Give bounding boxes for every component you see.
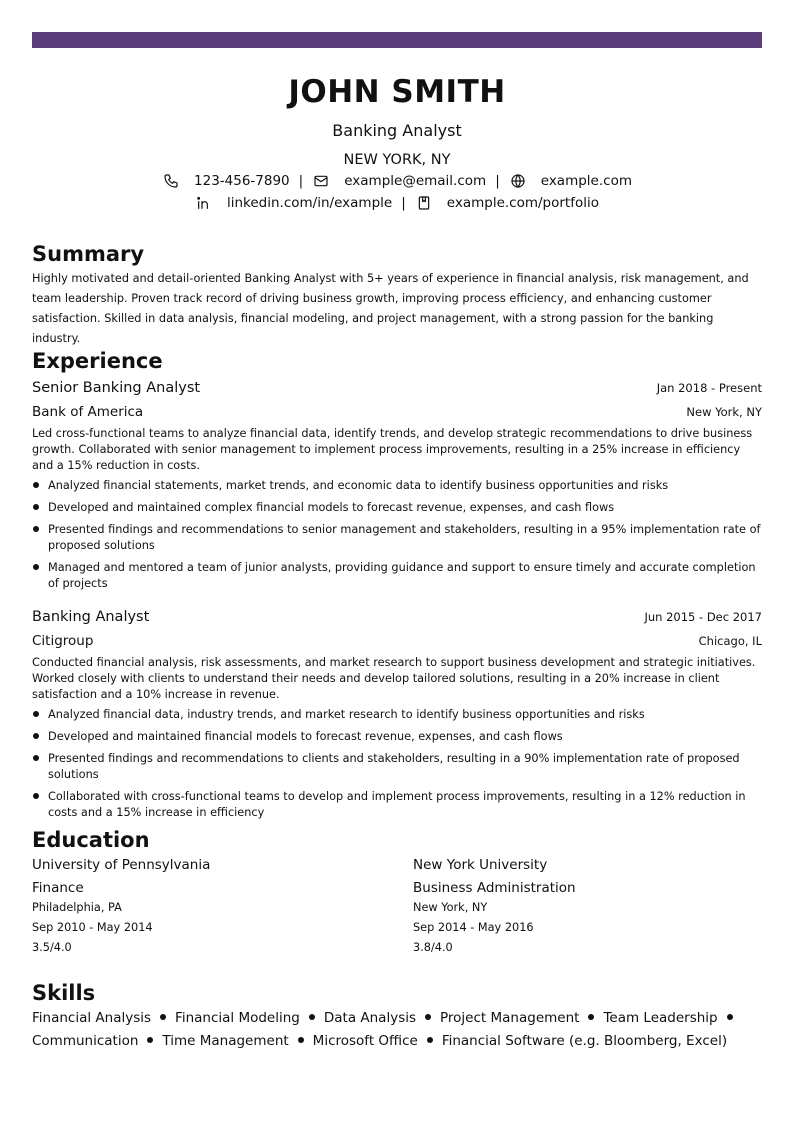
bookmark-icon [415, 194, 433, 212]
separator: | [298, 173, 304, 189]
school-gpa: 3.5/4.0 [32, 941, 72, 954]
degree-name: Finance [32, 880, 84, 896]
job-company: Bank of America [32, 404, 144, 420]
portfolio-link[interactable]: example.com/portfolio [446, 195, 599, 211]
bullet-dot [33, 711, 39, 717]
bullet-dot [33, 482, 39, 488]
separator: | [401, 195, 406, 211]
skill-item: Microsoft Office [312, 1033, 418, 1049]
bullet-text: Analyzed financial data, industry trends, and market research to identify business opportunities and risks [48, 708, 645, 721]
skill-item: Financial Analysis [32, 1010, 152, 1026]
summary-heading: Summary [32, 242, 145, 266]
skill-item: Communication [32, 1033, 139, 1049]
job-description: Led cross-functional teams to analyze financial data, identify trends, and develop strategic recommendations to drive business growth. Collaborated with senior management to implement process improvements, resulting in a 25% increase in efficiency and a 15% reduction in costs. [32, 427, 753, 472]
bullet-text: Developed and maintained complex financial models to forecast revenue, expenses, and cash flows [48, 501, 615, 514]
job-title: Banking Analyst [32, 609, 150, 625]
globe-icon [509, 172, 527, 190]
skill-separator [298, 1037, 304, 1043]
list-item [32, 707, 762, 723]
job-description: Conducted financial analysis, risk assessments, and market research to support business development and strategic initiatives. Worked closely with clients to understand their needs and develop tailored solutions, resulting in a 20% increase in client satisfaction and a 10% increase in revenue. [32, 656, 756, 701]
skills-list [32, 1007, 762, 1053]
skill-item: Project Management [440, 1010, 580, 1026]
skill-separator [309, 1014, 315, 1020]
school-location: New York, NY [413, 901, 488, 914]
bullet-text: Developed and maintained financial models to forecast revenue, expenses, and cash flows [48, 730, 563, 743]
job-location: Chicago, IL [698, 634, 762, 648]
bullet-text: Collaborated with cross-functional teams to develop and implement process improvements, resulting in a 12% reduction in costs and a 15% increase in efficiency [48, 790, 746, 819]
skill-separator [160, 1014, 166, 1020]
bullet-dot [33, 564, 39, 570]
website-link[interactable]: example.com [540, 173, 632, 189]
bullet-text: Managed and mentored a team of junior analysts, providing guidance and support to ensure timely and accurate completion of projects [48, 561, 756, 590]
linkedin-link[interactable]: linkedin.com/in/example [226, 195, 393, 211]
list-item [32, 522, 762, 554]
skill-item: Team Leadership [603, 1010, 718, 1026]
skill-separator [147, 1037, 153, 1043]
bullet-dot [33, 733, 39, 739]
school-dates: Sep 2010 - May 2014 [32, 921, 153, 934]
school-location: Philadelphia, PA [32, 901, 122, 914]
job-location: New York, NY [686, 405, 762, 419]
skill-separator [727, 1014, 733, 1020]
accent-bar [32, 32, 762, 48]
experience-heading: Experience [32, 349, 163, 373]
job-title-headline: Banking Analyst [332, 121, 462, 140]
school-gpa: 3.8/4.0 [413, 941, 453, 954]
bullet-dot [33, 755, 39, 761]
candidate-location: NEW YORK, NY [343, 152, 451, 168]
bullet-text: Presented findings and recommendations to senior management and stakeholders, resulting in a 95% implementation rate of proposed solutions [48, 523, 761, 552]
bullet-text: Analyzed financial statements, market trends, and economic data to identify business opportunities and risks [48, 479, 669, 492]
separator: | [495, 173, 500, 189]
job-bullets [32, 707, 762, 827]
bullet-dot [33, 793, 39, 799]
school-name: New York University [413, 857, 548, 873]
list-item [32, 729, 762, 745]
phone-number[interactable]: 123-456-7890 [194, 173, 290, 189]
degree-name: Business Administration [413, 880, 576, 896]
skill-item: Time Management [162, 1033, 289, 1049]
job-dates: Jun 2015 - Dec 2017 [644, 610, 762, 624]
skill-separator [425, 1014, 431, 1020]
job-dates: Jan 2018 - Present [656, 381, 762, 395]
skill-separator [588, 1014, 594, 1020]
skill-item: Financial Modeling [175, 1010, 300, 1026]
bullet-dot [33, 504, 39, 510]
list-item [32, 789, 762, 821]
linkedin-icon [195, 194, 213, 212]
email-address[interactable]: example@email.com [344, 173, 487, 189]
list-item [32, 751, 762, 783]
summary-text: Highly motivated and detail-oriented Banking Analyst with 5+ years of experience in financial analysis, risk management, and team leadership. Proven track record of driving business growth, improving process efficiency, and enhancing customer satisfaction. Skilled in data analysis, financial modeling, and project management, with a strong passion for the banking industry. [32, 272, 749, 345]
contact-line-secondary [32, 192, 762, 214]
skills-heading: Skills [32, 981, 96, 1005]
education-entry [413, 855, 773, 958]
job-company: Citigroup [32, 633, 94, 649]
skill-separator [427, 1037, 433, 1043]
skill-item: Data Analysis [323, 1010, 417, 1026]
list-item [32, 560, 762, 592]
job-title: Senior Banking Analyst [32, 380, 201, 396]
job-bullets [32, 478, 762, 598]
candidate-name: JOHN SMITH [288, 74, 506, 110]
education-entry [32, 855, 392, 958]
contact-line-primary [32, 170, 762, 192]
school-name: University of Pennsylvania [32, 857, 211, 873]
skill-item: Financial Software (e.g. Bloomberg, Excel) [441, 1033, 728, 1049]
phone-icon [162, 172, 180, 190]
mail-icon [312, 172, 330, 190]
education-heading: Education [32, 828, 150, 852]
list-item [32, 478, 762, 494]
bullet-text: Presented findings and recommendations to clients and stakeholders, resulting in a 90% implementation rate of proposed solutions [48, 752, 740, 781]
school-dates: Sep 2014 - May 2016 [413, 921, 534, 934]
list-item [32, 500, 762, 516]
bullet-dot [33, 526, 39, 532]
resume-header [32, 70, 762, 214]
